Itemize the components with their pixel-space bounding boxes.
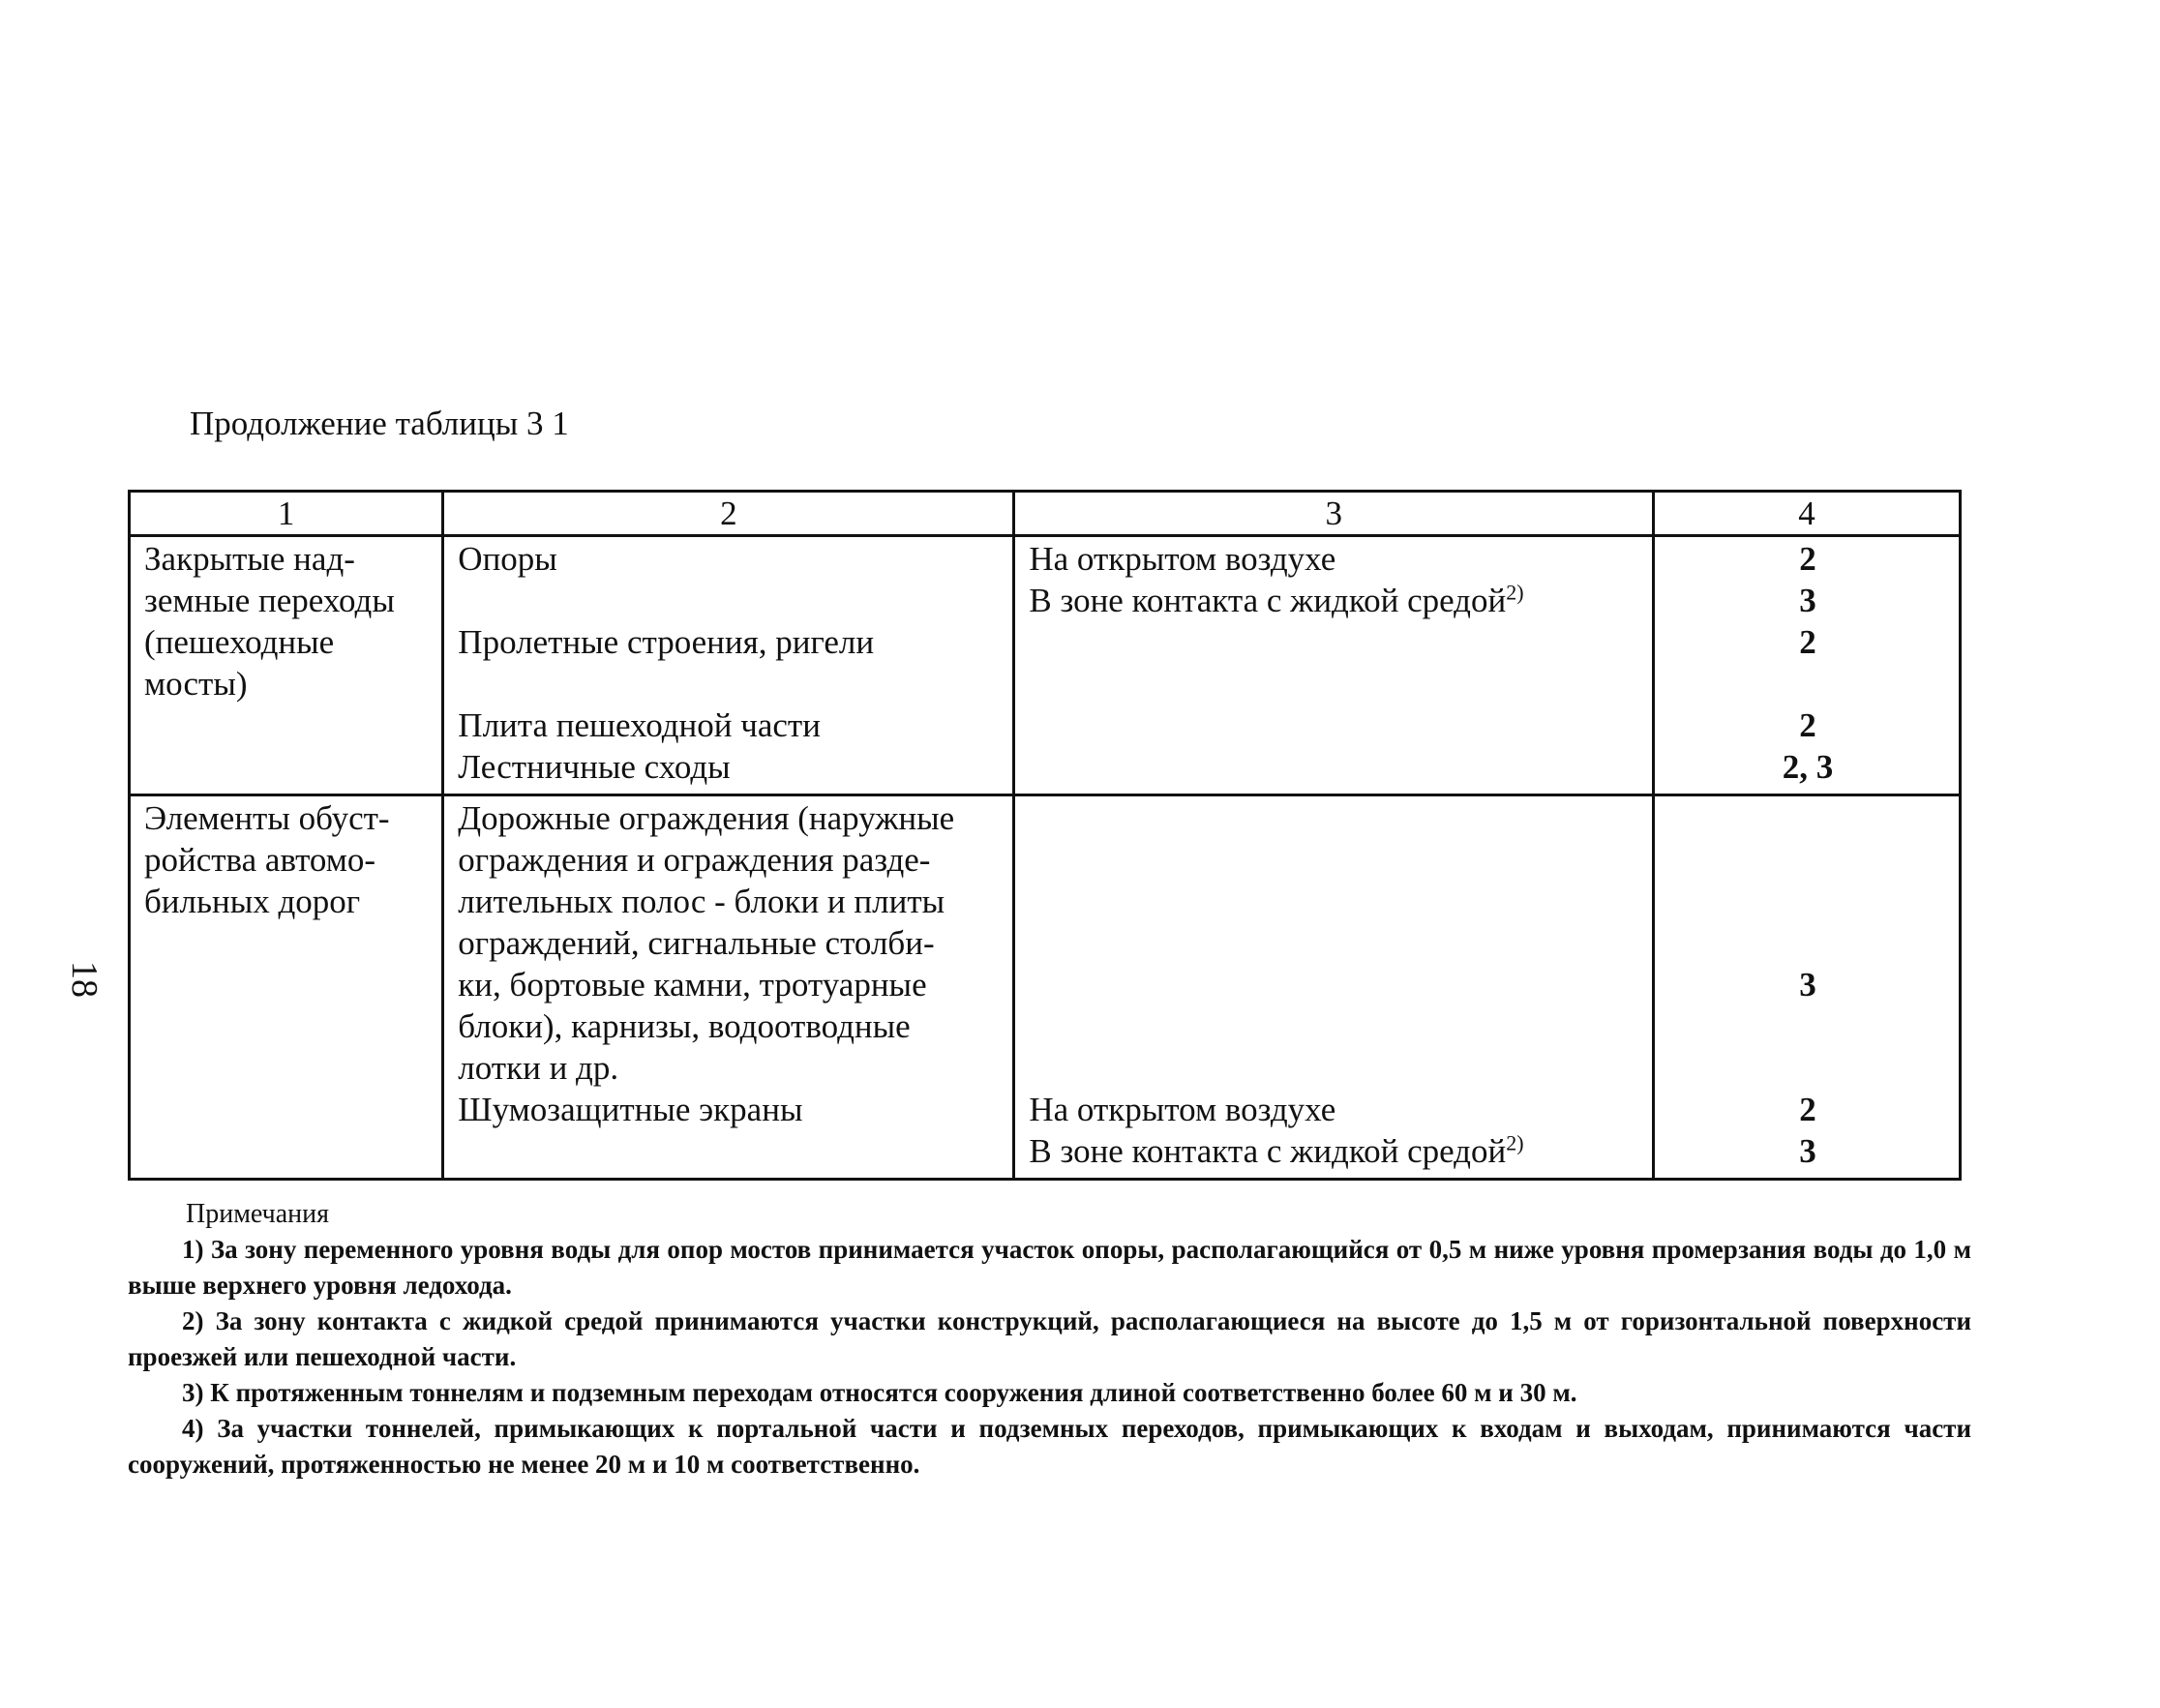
cell-text: (пешеходные [144, 623, 335, 661]
notes-section [128, 1196, 1971, 1483]
table-cell [130, 536, 443, 795]
footnote-ref: 2) [1506, 1130, 1524, 1155]
footnote-ref: 2) [1506, 580, 1524, 605]
notes-title: Примечания [186, 1199, 330, 1229]
table-header-row [130, 492, 1961, 536]
cell-value: 3 [1799, 582, 1816, 619]
header-cell: 2 [443, 492, 1014, 536]
header-cell: 3 [1014, 492, 1654, 536]
cell-value: 3 [1799, 966, 1816, 1004]
cell-text: Лестничные сходы [458, 748, 731, 786]
header-cell: 4 [1654, 492, 1961, 536]
cell-text: земные переходы [144, 582, 395, 619]
cell-text: В зоне контакта с жидкой средой [1029, 582, 1507, 619]
cell-text: бильных дорог [144, 883, 361, 920]
cell-value: 2 [1799, 1091, 1816, 1128]
table-caption: Продолжение таблицы 3 1 [190, 405, 569, 442]
table-cell [1014, 536, 1654, 795]
cell-text: мосты) [144, 665, 248, 703]
cell-value: 2 [1799, 540, 1816, 578]
header-cell: 1 [130, 492, 443, 536]
cell-text: На открытом воздухе [1029, 1091, 1336, 1128]
cell-value: 3 [1799, 1132, 1816, 1170]
table-cell [443, 795, 1014, 1180]
cell-text: блоки), карнизы, водоотводные [458, 1007, 911, 1045]
cell-value: 2, 3 [1782, 748, 1834, 786]
cell-text: ройства автомо- [144, 841, 376, 879]
cell-text: Закрытые над- [144, 540, 355, 578]
cell-value: 2 [1799, 706, 1816, 744]
cell-text: Плита пешеходной части [458, 706, 821, 744]
cell-text: На открытом воздухе [1029, 540, 1336, 578]
note-item: 3) К протяженным тоннелям и подземным переходам относятся сооружения длиной соответственно более 60 м и 30 м. [182, 1378, 1577, 1407]
table-cell [130, 795, 443, 1180]
table-row [130, 536, 1961, 795]
page-number: 18 [64, 961, 105, 998]
cell-text: ограждения и ограждения разде- [458, 841, 931, 879]
cell-text: ограждений, сигнальные столби- [458, 924, 935, 962]
cell-text: Шумозащитные экраны [458, 1091, 803, 1128]
cell-text: лительных полос - блоки и плиты [458, 883, 945, 920]
note-item: 1) За зону переменного уровня воды для опор мостов принимается участок опоры, располагающийся от 0,5 м ниже уровня промерзания воды до 1,0 м выше верхнего уровня ледохода. [128, 1235, 1971, 1300]
cell-text [1029, 580, 1640, 621]
cell-text: Дорожные ограждения (наружные [458, 799, 955, 837]
cell-text: В зоне контакта с жидкой средой [1029, 1132, 1507, 1170]
table-cell [1654, 536, 1961, 795]
cell-text [1029, 1130, 1640, 1172]
cell-text: ки, бортовые камни, тротуарные [458, 966, 927, 1004]
cell-value: 2 [1799, 623, 1816, 661]
cell-text: Элементы обуст- [144, 799, 390, 837]
cell-text: Опоры [458, 540, 557, 578]
cell-text: лотки и др. [458, 1049, 619, 1087]
table-row [130, 795, 1961, 1180]
table-cell [443, 536, 1014, 795]
cell-text: Пролетные строения, ригели [458, 623, 875, 661]
data-table [128, 490, 1962, 1181]
note-item: 2) За зону контакта с жидкой средой принимаются участки конструкций, располагающиеся на высоте до 1,5 м от горизонтальной поверхности проезжей или пешеходной части. [128, 1306, 1971, 1371]
table-cell [1654, 795, 1961, 1180]
table-cell [1014, 795, 1654, 1180]
note-item: 4) За участки тоннелей, примыкающих к портальной части и подземных переходов, примыкающих к входам и выходам, принимаются части сооружений, протяженностью не менее 20 м и 10 м соответственно. [128, 1414, 1971, 1479]
